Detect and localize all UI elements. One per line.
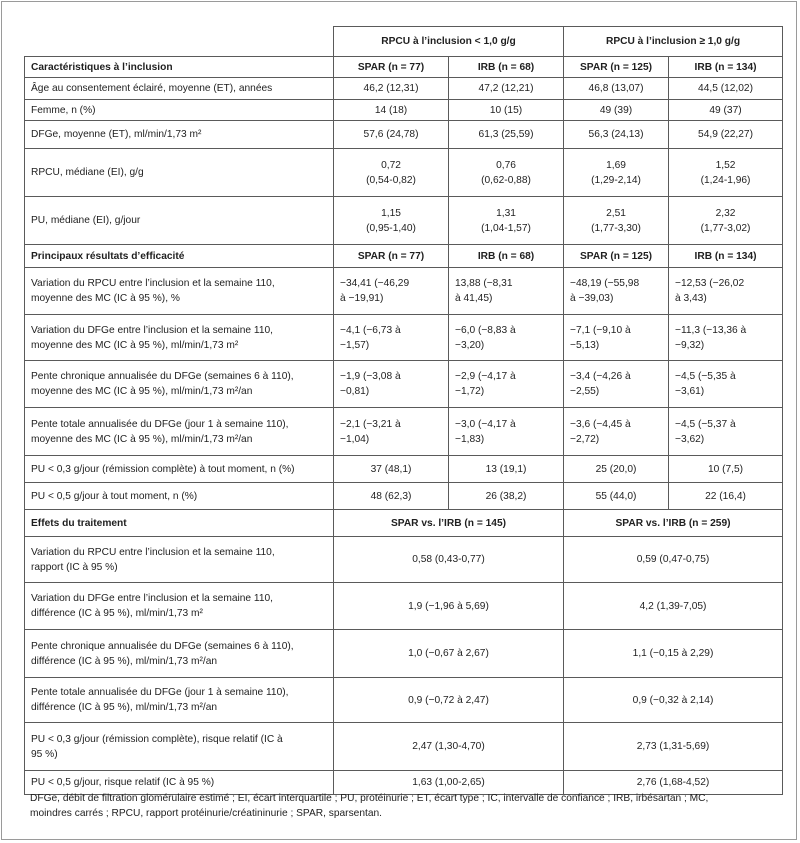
cell [669, 149, 783, 197]
table-row [25, 456, 783, 483]
cell-line: −34,41 (−46,29 [340, 278, 410, 289]
effects-section-header [25, 510, 783, 537]
table-row [25, 361, 783, 408]
cell-line: −1,72) [455, 386, 485, 397]
cell-line: −11,3 (−13,36 à [675, 324, 747, 336]
cell-line: −7,1 (−9,10 à [570, 324, 631, 336]
cell [334, 408, 449, 456]
cell: 2,47 (1,30-4,70) [334, 723, 564, 771]
cell: 44,5 (12,02) [669, 78, 783, 100]
cell: 4,2 (1,39-7,05) [564, 583, 783, 630]
cell-line: −4,1 (−6,73 à [340, 324, 401, 336]
cell-line: 0,76 [496, 159, 516, 171]
group1-header: RPCU à l’inclusion < 1,0 g/g [334, 27, 564, 57]
label-line: Pente totale annualisée du DFGe (jour 1 à semaine 110), [31, 687, 289, 698]
cell [564, 361, 669, 408]
cell [449, 315, 564, 361]
cell [564, 315, 669, 361]
cell-line: −1,04) [340, 433, 370, 445]
cell: 57,6 (24,78) [334, 121, 449, 149]
cell: 54,9 (22,27) [669, 121, 783, 149]
cell-line: −2,72) [570, 433, 600, 445]
cell [334, 315, 449, 361]
col-header: IRB (n = 134) [669, 245, 783, 268]
row-label: Femme, n (%) [25, 100, 334, 121]
table-row [25, 100, 783, 121]
cell [669, 361, 783, 408]
cell [334, 197, 449, 245]
cell: 0,9 (−0,72 à 2,47) [334, 678, 564, 723]
cell-line: −1,57) [340, 339, 370, 351]
cell-line: −3,4 (−4,26 à [570, 371, 631, 382]
cell-line: −0,81) [340, 386, 370, 397]
cell: 14 (18) [334, 100, 449, 121]
label-line: différence (IC à 95 %), ml/min/1,73 m²/an [31, 655, 218, 667]
row-label: Âge au consentement éclairé, moyenne (ET), années [25, 78, 334, 100]
cell: 49 (37) [669, 100, 783, 121]
cell-line: −2,9 (−4,17 à [455, 371, 516, 382]
cell [669, 268, 783, 315]
col-header: SPAR (n = 125) [564, 245, 669, 268]
cell: 56,3 (24,13) [564, 121, 669, 149]
cell: 1,9 (−1,96 à 5,69) [334, 583, 564, 630]
cell-line: à −19,91) [340, 293, 384, 304]
label-line: Variation du DFGe entre l’inclusion et la semaine 110, [31, 593, 273, 604]
cell [449, 149, 564, 197]
cell-line: −3,62) [675, 433, 705, 445]
col-header: SPAR (n = 77) [334, 245, 449, 268]
cell: 10 (15) [449, 100, 564, 121]
cell: 0,59 (0,47-0,75) [564, 537, 783, 583]
cell: 37 (48,1) [334, 456, 449, 483]
cell-line: −3,6 (−4,45 à [570, 418, 631, 430]
row-label [25, 723, 334, 771]
cell-line: (0,62-0,88) [481, 174, 531, 186]
cell [449, 197, 564, 245]
row-label [25, 315, 334, 361]
cell-line: 2,51 [606, 207, 626, 219]
label-line: rapport (IC à 95 %) [31, 561, 118, 573]
cell: 49 (39) [564, 100, 669, 121]
cell: 55 (44,0) [564, 483, 669, 510]
row-label: DFGe, moyenne (ET), ml/min/1,73 m² [25, 121, 334, 149]
col-header: SPAR vs. l’IRB (n = 259) [564, 510, 783, 537]
row-label [25, 678, 334, 723]
results-table [24, 26, 783, 795]
label-line: moyenne des MC (IC à 95 %), ml/min/1,73 m² [31, 339, 239, 351]
cell: 46,8 (13,07) [564, 78, 669, 100]
cell-line: 1,69 [606, 159, 626, 171]
cell-line: −6,0 (−8,83 à [455, 324, 516, 336]
footnote-line: DFGe, débit de filtration glomérulaire estimé ; EI, écart interquartile ; PU, protéinurie ; ET, écart type ; IC, intervalle de confiance ; IRB, irbésartan ; MC, [30, 793, 709, 804]
cell: 1,0 (−0,67 à 2,67) [334, 630, 564, 678]
section-title: Caractéristiques à l’inclusion [25, 57, 334, 78]
cell-line: 1,15 [381, 207, 401, 219]
table-row [25, 630, 783, 678]
label-line: différence (IC à 95 %), ml/min/1,73 m²/an [31, 702, 218, 713]
label-line: Pente totale annualisée du DFGe (jour 1 à semaine 110), [31, 418, 289, 430]
cell: 2,73 (1,31-5,69) [564, 723, 783, 771]
section-title: Principaux résultats d’efficacité [25, 245, 334, 268]
cell: 25 (20,0) [564, 456, 669, 483]
row-label: PU, médiane (EI), g/jour [25, 197, 334, 245]
table-row [25, 78, 783, 100]
table-row [25, 268, 783, 315]
cell: 0,9 (−0,32 à 2,14) [564, 678, 783, 723]
efficacy-section-header [25, 245, 783, 268]
label-line: moyenne des MC (IC à 95 %), ml/min/1,73 m²/an [31, 386, 253, 397]
cell: 61,3 (25,59) [449, 121, 564, 149]
group-header-row [25, 27, 783, 57]
cell: 26 (38,2) [449, 483, 564, 510]
cell [564, 408, 669, 456]
cell-line: 1,52 [715, 159, 736, 171]
label-line: Variation du DFGe entre l’inclusion et la semaine 110, [31, 324, 273, 336]
row-label [25, 630, 334, 678]
col-header: SPAR (n = 77) [334, 57, 449, 78]
table-row [25, 149, 783, 197]
cell: 0,58 (0,43-0,77) [334, 537, 564, 583]
cell-line: −3,61) [675, 386, 705, 397]
cell: 10 (7,5) [669, 456, 783, 483]
cell [334, 268, 449, 315]
col-header: IRB (n = 134) [669, 57, 783, 78]
cell-line: −2,1 (−3,21 à [340, 418, 401, 430]
col-header: SPAR (n = 125) [564, 57, 669, 78]
table-row [25, 678, 783, 723]
cell-line: 0,72 [381, 159, 401, 171]
cell-line: −12,53 (−26,02 [675, 278, 745, 289]
table-row [25, 483, 783, 510]
group2-header: RPCU à l’inclusion ≥ 1,0 g/g [564, 27, 783, 57]
row-label [25, 361, 334, 408]
col-header: IRB (n = 68) [449, 57, 564, 78]
cell [334, 149, 449, 197]
cell [449, 361, 564, 408]
cell-line: (1,24-1,96) [700, 174, 751, 186]
row-label: RPCU, médiane (EI), g/g [25, 149, 334, 197]
cell-line: (1,04-1,57) [481, 222, 531, 234]
label-line: PU < 0,3 g/jour (rémission complète), risque relatif (IC à [31, 733, 283, 745]
label-line: différence (IC à 95 %), ml/min/1,73 m² [31, 608, 203, 619]
cell-line: (1,29-2,14) [591, 174, 641, 186]
row-label [25, 583, 334, 630]
cell: 46,2 (12,31) [334, 78, 449, 100]
cell-line: 1,31 [496, 207, 516, 219]
cell-line: (0,95-1,40) [366, 222, 416, 234]
cell-line: −48,19 (−55,98 [570, 278, 640, 289]
cell [334, 361, 449, 408]
cell [669, 315, 783, 361]
cell-line: −1,9 (−3,08 à [340, 371, 401, 382]
label-line: Pente chronique annualisée du DFGe (semaines 6 à 110), [31, 371, 294, 382]
table-row [25, 315, 783, 361]
row-label: PU < 0,3 g/jour (rémission complète) à tout moment, n (%) [25, 456, 334, 483]
table-row [25, 723, 783, 771]
cell-line: −9,32) [675, 339, 705, 351]
cell: 13 (19,1) [449, 456, 564, 483]
row-label [25, 268, 334, 315]
label-line: Pente chronique annualisée du DFGe (semaines 6 à 110), [31, 640, 294, 652]
cell: 22 (16,4) [669, 483, 783, 510]
cell-line: (1,77-3,30) [591, 222, 641, 234]
cell: 1,63 (1,00-2,65) [334, 771, 564, 795]
cell: 48 (62,3) [334, 483, 449, 510]
footnote [30, 791, 772, 821]
cell-line: −3,20) [455, 339, 485, 351]
label-line: Variation du RPCU entre l’inclusion et la semaine 110, [31, 546, 275, 558]
row-label: PU < 0,5 g/jour à tout moment, n (%) [25, 483, 334, 510]
row-label [25, 537, 334, 583]
label-line: 95 %) [31, 748, 58, 760]
footnote-line: moindres carrés ; RPCU, rapport protéinurie/créatininurie ; SPAR, sparsentan. [30, 808, 382, 819]
cell [669, 197, 783, 245]
label-line: moyenne des MC (IC à 95 %), ml/min/1,73 m²/an [31, 433, 253, 445]
cell: 1,1 (−0,15 à 2,29) [564, 630, 783, 678]
cell [564, 149, 669, 197]
cell-line: −3,0 (−4,17 à [455, 418, 516, 430]
cell [449, 268, 564, 315]
baseline-section-header [25, 57, 783, 78]
cell [669, 408, 783, 456]
cell-line: à −39,03) [570, 293, 614, 304]
table-row [25, 537, 783, 583]
table-row [25, 408, 783, 456]
cell: 2,76 (1,68-4,52) [564, 771, 783, 795]
cell-line: −4,5 (−5,37 à [675, 418, 736, 430]
cell-line: 13,88 (−8,31 [455, 278, 513, 289]
cell-line: −5,13) [570, 339, 600, 351]
label-line: moyenne des MC (IC à 95 %), % [31, 293, 180, 304]
col-header: IRB (n = 68) [449, 245, 564, 268]
cell-line: −2,55) [570, 386, 600, 397]
cell [449, 408, 564, 456]
corner-cell [25, 27, 334, 57]
cell-line: à 3,43) [675, 293, 707, 304]
cell-line: (0,54-0,82) [366, 174, 416, 186]
label-line: Variation du RPCU entre l’inclusion et la semaine 110, [31, 278, 275, 289]
cell [564, 197, 669, 245]
table-row [25, 197, 783, 245]
row-label: PU < 0,5 g/jour, risque relatif (IC à 95 %) [25, 771, 334, 795]
cell-line: −1,83) [455, 433, 485, 445]
table-row [25, 121, 783, 149]
cell-line: (1,77-3,02) [700, 222, 751, 234]
cell-line: −4,5 (−5,35 à [675, 371, 736, 382]
cell-line: 2,32 [715, 207, 736, 219]
cell [564, 268, 669, 315]
col-header: SPAR vs. l’IRB (n = 145) [334, 510, 564, 537]
cell-line: à 41,45) [455, 293, 493, 304]
cell: 47,2 (12,21) [449, 78, 564, 100]
table-row [25, 583, 783, 630]
section-title: Effets du traitement [25, 510, 334, 537]
row-label [25, 408, 334, 456]
